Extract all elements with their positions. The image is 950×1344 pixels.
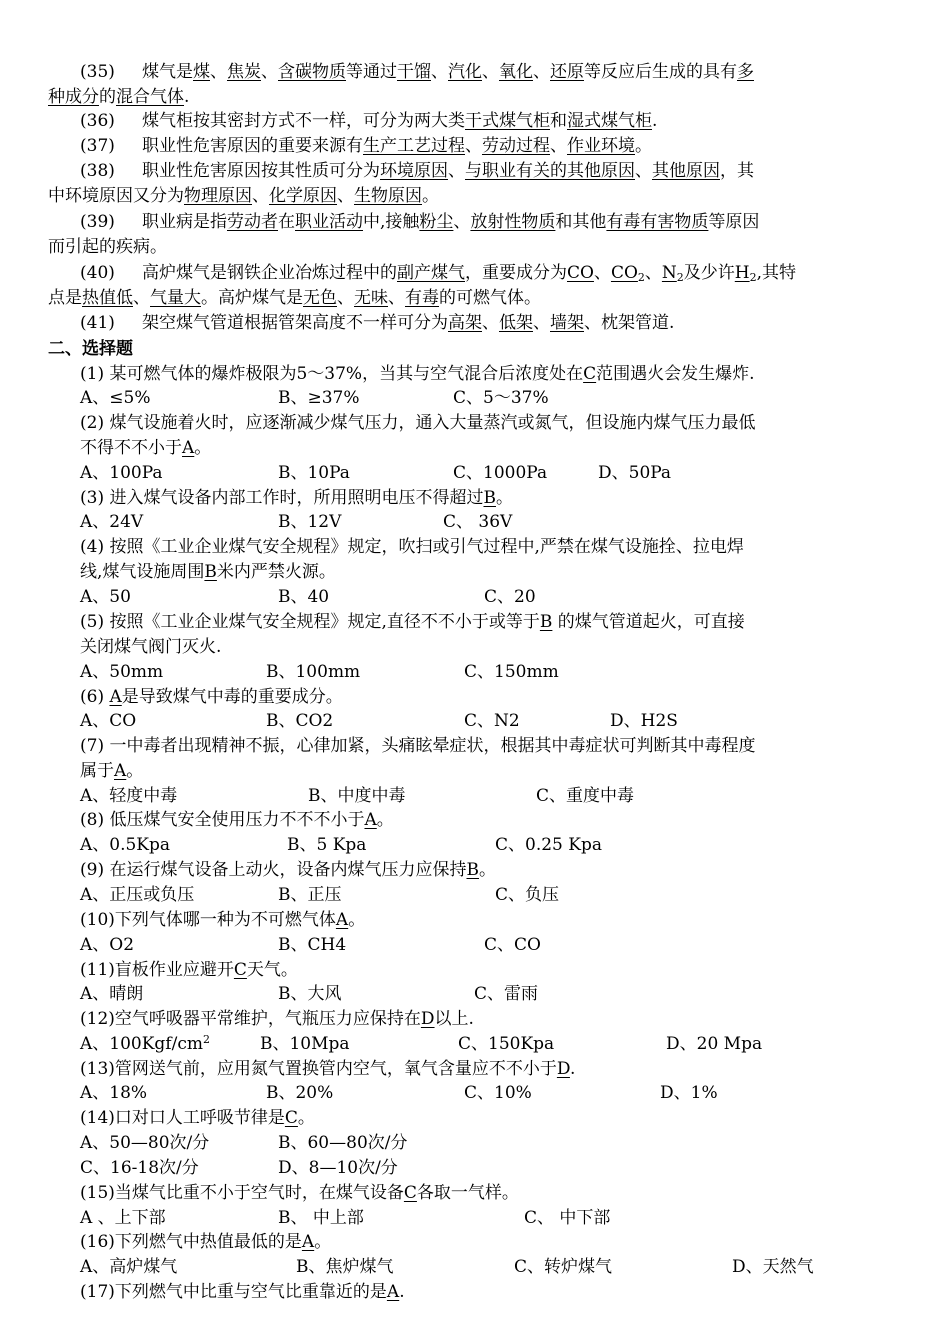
option-text: C、150mm (464, 662, 559, 682)
option-b[interactable] (266, 1081, 333, 1105)
option-c[interactable] (484, 933, 541, 957)
answer-text: 湿式煤气柜 (567, 111, 652, 131)
question-number: (41) (80, 313, 115, 333)
fill-question-36 (80, 109, 657, 133)
answer-text: H (734, 263, 750, 283)
answer-text: 汽化 (448, 62, 482, 82)
text-segment: (4) 按照《工业企业煤气安全规程》规定，吹扫或引气过程中,严禁在煤气设施拴、拉电焊 (80, 537, 744, 557)
text-segment: 。 (314, 1232, 332, 1252)
section-title: 二、选择题 (48, 339, 133, 359)
text-segment: (7) 一中毒者出现精神不振，心律加紧，头痛眩晕症状，根据其中毒症状可判断其中毒程度 (80, 736, 756, 756)
text-segment: 、 (337, 186, 354, 206)
answer-text: A (301, 1232, 315, 1252)
option-text: B、40 (278, 587, 330, 607)
text-segment: 、 (482, 313, 499, 333)
option-text: B、60—80次/分 (278, 1133, 408, 1153)
answer-text: 高架 (448, 313, 482, 333)
option-text: B、20% (266, 1083, 334, 1103)
question-number: (36) (80, 111, 115, 131)
answer-text: B (204, 562, 217, 582)
answer-text: 低架 (499, 313, 533, 333)
mc-question-3 (80, 486, 513, 510)
option-text: A、CO (80, 711, 137, 731)
text-segment: 天气。 (246, 960, 298, 980)
option-b[interactable] (287, 833, 366, 857)
option-a[interactable] (80, 982, 143, 1006)
answer-text: 氧化 (499, 62, 533, 82)
option-text: A、正压或负压 (80, 885, 195, 905)
text-segment: (6) (80, 687, 110, 707)
answer-text: 煤 (193, 62, 210, 82)
option-a[interactable] (80, 1131, 209, 1155)
option-text: B、焦炉煤气 (296, 1257, 394, 1277)
mc-question-1 (80, 362, 755, 386)
text-segment: 范围遇火会发生爆炸. (596, 364, 755, 384)
answer-text: 物理原因 (184, 186, 252, 206)
text-segment: 、 (133, 288, 150, 308)
unit-superscript: 2 (202, 1033, 210, 1046)
text-segment: ，重要成分为 (465, 263, 567, 283)
option-c[interactable] (453, 386, 549, 410)
text-segment: 2 (749, 271, 757, 284)
text-segment: 。高炉煤气是 (201, 288, 303, 308)
text-segment: ,其特 (756, 263, 797, 283)
option-c[interactable] (464, 709, 520, 733)
option-text: A、50—80次/分 (80, 1133, 210, 1153)
text-segment: 等原因 (708, 212, 760, 232)
answer-text: 职业活动 (295, 212, 363, 232)
option-b[interactable] (266, 709, 333, 733)
text-segment: 及少许 (683, 263, 735, 283)
mc-question-11 (80, 958, 298, 982)
answer-text: CO (610, 263, 638, 283)
mc-question-7 (80, 734, 755, 758)
fill-question-39 (80, 210, 759, 234)
text-segment: 、 (453, 212, 471, 232)
text-segment: 不得不不小于 (80, 438, 182, 458)
option-c[interactable] (458, 1032, 554, 1056)
option-text: B、100mm (266, 662, 361, 682)
text-segment: 、 (465, 136, 482, 156)
answer-text: 无味 (354, 288, 388, 308)
answer-text: 有毒 (405, 288, 439, 308)
text-segment: 。 (297, 1108, 315, 1128)
option-c[interactable] (80, 1156, 199, 1180)
answer-text: 无色 (303, 288, 337, 308)
mc-question-2 (80, 411, 755, 435)
option-a[interactable] (80, 1032, 210, 1056)
option-text: A、24V (80, 512, 144, 532)
answer-text: 副产煤气 (397, 263, 465, 283)
fill-question-37 (80, 134, 652, 158)
option-text: C、20 (484, 587, 536, 607)
option-c[interactable] (495, 833, 602, 857)
option-a[interactable] (80, 883, 194, 907)
option-d[interactable] (278, 1156, 398, 1180)
mc-question-15 (80, 1181, 519, 1205)
option-text: A、晴朗 (80, 984, 144, 1004)
option-text: C、150Kpa (458, 1034, 555, 1054)
text-segment: (13)管网送气前，应用氮气置换管内空气，氧气含量应不不小于 (80, 1059, 557, 1079)
text-segment: (3) 进入煤气设备内部工作时，所用照明电压不得超过 (80, 488, 484, 508)
mc-question-16 (80, 1230, 331, 1254)
text-segment: 各取一气样。 (416, 1183, 519, 1203)
text-segment: (11)盲板作业应避开 (80, 960, 234, 980)
option-c[interactable] (464, 660, 559, 684)
text-segment: 煤气是 (142, 62, 193, 82)
text-segment: 2 (637, 271, 645, 284)
answer-text: A (335, 910, 349, 930)
option-text: A 、上下部 (80, 1208, 166, 1228)
question-number: (39) (80, 212, 115, 232)
text-segment: 高炉煤气是钢铁企业冶炼过程中的 (142, 263, 397, 283)
mc-question-8 (80, 808, 394, 832)
answer-text: 放射性物质 (470, 212, 556, 232)
option-b[interactable] (266, 660, 360, 684)
option-text: C、 中下部 (524, 1208, 611, 1228)
option-text: C、16-18次/分 (80, 1158, 199, 1178)
option-b[interactable] (278, 585, 329, 609)
text-segment: 、 (210, 62, 227, 82)
mc-question-17 (80, 1280, 405, 1304)
option-text: A、轻度中毒 (80, 786, 178, 806)
mc-question-9 (80, 858, 496, 882)
text-segment: 而引起的疾病。 (48, 237, 167, 257)
option-a[interactable] (80, 660, 163, 684)
question-number: (35) (80, 62, 115, 82)
mc-question-2-cont (80, 436, 211, 460)
option-d[interactable] (660, 1081, 718, 1105)
answer-text: 化学原因 (269, 186, 337, 206)
mc-question-12 (80, 1007, 474, 1031)
option-text: C、1000Pa (453, 463, 548, 483)
option-text: C、10% (464, 1083, 532, 1103)
text-segment: . (184, 87, 190, 107)
option-text: B、10Mpa (260, 1034, 350, 1054)
question-number: (40) (80, 263, 115, 283)
option-text: C、5～37% (453, 388, 549, 408)
text-segment: (14)口对口人工呼吸节律是 (80, 1108, 285, 1128)
option-text: C、负压 (495, 885, 560, 905)
option-b[interactable] (278, 386, 360, 410)
option-c[interactable] (453, 461, 547, 485)
answer-text: B (539, 612, 553, 632)
mc-question-6 (80, 685, 343, 709)
option-text: B、CO2 (266, 711, 334, 731)
option-text: A、18% (80, 1083, 148, 1103)
option-text: D、50Pa (598, 463, 672, 483)
text-segment: 、 (635, 161, 652, 181)
option-c[interactable] (443, 510, 512, 534)
option-text: B、5 Kpa (287, 835, 367, 855)
option-b[interactable] (296, 1255, 394, 1279)
option-text: A、高炉煤气 (80, 1257, 178, 1277)
text-segment: 、 (431, 62, 448, 82)
option-text: B、≥37% (278, 388, 360, 408)
text-segment: 职业性危害原因按其性质可分为 (142, 161, 380, 181)
text-segment: 、 (593, 263, 611, 283)
mc-question-5 (80, 610, 745, 634)
text-segment: 属于 (80, 761, 114, 781)
option-b[interactable] (308, 784, 406, 808)
text-segment: . (399, 1282, 405, 1302)
text-segment: 中环境原因又分为 (48, 186, 184, 206)
text-segment: 线,煤气设施周围 (80, 562, 205, 582)
text-segment: 2 (676, 271, 684, 284)
text-segment: (8) 低压煤气安全使用压力不不不小于 (80, 810, 365, 830)
text-segment: (9) 在运行煤气设备上动火，设备内煤气压力应保持 (80, 860, 467, 880)
text-segment: 米内严禁火源。 (216, 562, 336, 582)
fill-question-38 (80, 159, 754, 183)
text-segment: 以上. (434, 1009, 474, 1029)
text-segment: 点是 (48, 288, 82, 308)
fill-question-40 (80, 261, 796, 285)
option-text: A、100Kgf/cm (80, 1034, 203, 1054)
answer-text: 干馏 (397, 62, 431, 82)
answer-text: 含碳物质 (278, 62, 346, 82)
option-b[interactable] (278, 883, 342, 907)
text-segment: (5) 按照《工业企业煤气安全规程》规定,直径不不小于或等于 (80, 612, 540, 632)
answer-text: 粉尘 (419, 212, 454, 232)
question-number: (37) (80, 136, 115, 156)
text-segment: (17)下列燃气中比重与空气比重靠近的是 (80, 1282, 387, 1302)
fill-question-35-cont (48, 85, 189, 109)
text-segment: . (652, 111, 658, 131)
text-segment: 。 (348, 910, 366, 930)
text-segment: 煤气柜按其密封方式不一样，可分为两大类 (142, 111, 465, 131)
option-c[interactable] (495, 883, 559, 907)
option-text: B、中度中毒 (308, 786, 406, 806)
option-text: D、天然气 (732, 1257, 814, 1277)
option-text: C、 36V (443, 512, 513, 532)
option-text: A、50 (80, 587, 131, 607)
text-segment: 。 (126, 761, 144, 781)
text-segment: 、 (388, 288, 405, 308)
option-text: C、N2 (464, 711, 520, 731)
option-text: B、CH4 (278, 935, 347, 955)
text-segment: (1) 某可燃气体的爆炸极限为5～37%，当其与空气混合后浓度处在 (80, 364, 584, 384)
text-segment: 。 (478, 860, 496, 880)
option-text: C、重度中毒 (536, 786, 635, 806)
mc-question-7-cont (80, 759, 143, 783)
answer-text: A (364, 810, 377, 830)
text-segment: ，其 (720, 161, 754, 181)
mc-question-10 (80, 908, 365, 932)
option-b[interactable] (278, 933, 346, 957)
answer-text: 热值低 (82, 288, 133, 308)
answer-text: 墙架 (550, 313, 584, 333)
text-segment: 的 (99, 87, 116, 107)
answer-text: B (483, 488, 496, 508)
option-a[interactable] (80, 1206, 166, 1230)
mc-question-13 (80, 1057, 575, 1081)
answer-text: C (583, 364, 597, 384)
option-d[interactable] (732, 1255, 814, 1279)
question-number: (38) (80, 161, 115, 181)
option-text: D、1% (660, 1083, 718, 1103)
option-b[interactable] (278, 510, 341, 534)
option-text: A、100Pa (80, 463, 163, 483)
answer-text: 还原 (550, 62, 584, 82)
answer-text: N (661, 263, 677, 283)
option-a[interactable] (80, 784, 177, 808)
answer-text: 劳动过程 (482, 136, 550, 156)
text-segment: 和 (550, 111, 567, 131)
answer-text: A (109, 687, 122, 707)
text-segment: (12)空气呼吸器平常维护，气瓶压力应保持在 (80, 1009, 421, 1029)
answer-text: 生产工艺过程 (363, 136, 465, 156)
text-segment: 、 (550, 136, 567, 156)
text-segment: 、枕架管道. (584, 313, 675, 333)
answer-text: A (114, 761, 127, 781)
text-segment: 、 (448, 161, 465, 181)
option-b[interactable] (278, 982, 342, 1006)
option-text: B、大风 (278, 984, 342, 1004)
mc-question-5-cont (80, 635, 221, 659)
text-segment: 、 (261, 62, 278, 82)
mc-question-14 (80, 1106, 315, 1130)
text-segment: (16)下列燃气中热值最低的是 (80, 1232, 302, 1252)
answer-text: 气量大 (150, 288, 201, 308)
text-segment: (10)下列气体哪一种为不可燃气体 (80, 910, 336, 930)
option-a[interactable] (80, 585, 131, 609)
option-b[interactable] (260, 1032, 350, 1056)
option-text: A、50mm (80, 662, 164, 682)
text-segment: 。 (422, 186, 439, 206)
text-segment: 、 (482, 62, 499, 82)
fill-question-35 (80, 60, 754, 84)
option-c[interactable] (474, 982, 538, 1006)
option-text: C、雷雨 (474, 984, 539, 1004)
option-a[interactable] (80, 386, 151, 410)
answer-text: 作业环境 (567, 136, 635, 156)
mc-question-4-cont (80, 560, 336, 584)
text-segment: . (569, 1059, 576, 1079)
text-segment: 职业病是指 (142, 212, 227, 232)
option-text: C、转炉煤气 (514, 1257, 613, 1277)
answer-text: C (284, 1108, 298, 1128)
option-text: B、 中上部 (278, 1208, 364, 1228)
answer-text: 种成分 (48, 87, 99, 107)
option-text: D、8—10次/分 (278, 1158, 398, 1178)
text-segment: 、 (533, 62, 550, 82)
text-segment: 是导致煤气中毒的重要成分。 (121, 687, 343, 707)
fill-question-38-cont (48, 184, 439, 208)
text-segment: 架空煤气管道根据管架高度不一样可分为 (142, 313, 448, 333)
option-text: A、O2 (80, 935, 135, 955)
option-a[interactable] (80, 461, 163, 485)
option-c[interactable] (536, 784, 634, 808)
text-segment: 的可燃气体。 (439, 288, 541, 308)
option-c[interactable] (524, 1206, 610, 1230)
option-text: B、12V (278, 512, 342, 532)
option-text: B、10Pa (278, 463, 350, 483)
answer-text: A (386, 1282, 400, 1302)
answer-text: 焦炭 (227, 62, 261, 82)
answer-text: A (182, 438, 195, 458)
option-d[interactable] (598, 461, 671, 485)
text-segment: 。 (376, 810, 394, 830)
answer-text: C (403, 1183, 417, 1203)
answer-text: 劳动者 (227, 212, 278, 232)
text-segment: 和其他 (555, 212, 607, 232)
answer-text: 有毒有害物质 (606, 212, 709, 232)
option-b[interactable] (278, 1131, 407, 1155)
text-segment: 在 (278, 212, 295, 232)
text-segment: (2) 煤气设施着火时，应逐渐减少煤气压力，通入大量蒸汽或氮气，但设施内煤气压力最低 (80, 413, 756, 433)
option-d[interactable] (666, 1032, 762, 1056)
option-a[interactable] (80, 1255, 177, 1279)
option-text: C、CO (484, 935, 541, 955)
text-segment: 、 (644, 263, 662, 283)
answer-text: D (420, 1009, 435, 1029)
option-text: B、正压 (278, 885, 342, 905)
option-c[interactable] (464, 1081, 532, 1105)
option-a[interactable] (80, 833, 170, 857)
option-text: A、≤5% (80, 388, 151, 408)
option-c[interactable] (484, 585, 536, 609)
answer-text: 环境原因 (380, 161, 448, 181)
text-segment: 等反应后生成的具有 (584, 62, 737, 82)
fill-question-39-cont (48, 235, 167, 259)
option-a[interactable] (80, 709, 136, 733)
answer-text: 多 (737, 62, 754, 82)
text-segment: 、 (337, 288, 354, 308)
option-d[interactable] (610, 709, 678, 733)
fill-question-41 (80, 311, 674, 335)
answer-text: 干式煤气柜 (465, 111, 550, 131)
text-segment: (15)当煤气比重不小于空气时，在煤气设备 (80, 1183, 404, 1203)
option-c[interactable] (514, 1255, 612, 1279)
text-segment: 、 (252, 186, 269, 206)
answer-text: 混合气体 (116, 87, 184, 107)
option-a[interactable] (80, 510, 143, 534)
answer-text: 生物原因 (354, 186, 422, 206)
answer-text: C (233, 960, 247, 980)
option-text: C、0.25 Kpa (495, 835, 602, 855)
option-a[interactable] (80, 1081, 147, 1105)
text-segment: 。 (635, 136, 652, 156)
answer-text: 其他原因 (652, 161, 720, 181)
answer-text: 与职业有关的其他原因 (465, 161, 635, 181)
mc-question-4 (80, 535, 744, 559)
answer-text: B (466, 860, 479, 880)
option-b[interactable] (278, 461, 350, 485)
answer-text: D (556, 1059, 570, 1079)
fill-question-40-cont (48, 286, 541, 310)
answer-text: CO (567, 263, 594, 283)
text-segment: 。 (495, 488, 513, 508)
text-segment: 关闭煤气阀门灭火. (80, 637, 222, 657)
option-a[interactable] (80, 933, 134, 957)
option-b[interactable] (278, 1206, 364, 1230)
option-text: D、H2S (610, 711, 678, 731)
text-segment: 。 (194, 438, 212, 458)
option-text: D、20 Mpa (666, 1034, 763, 1054)
option-text: A、0.5Kpa (80, 835, 171, 855)
text-segment: 的煤气管道起火，可直接 (552, 612, 745, 632)
text-segment: 职业性危害原因的重要来源有 (142, 136, 363, 156)
text-segment: 等通过 (346, 62, 397, 82)
text-segment: 、 (533, 313, 550, 333)
text-segment: 中,接触 (363, 212, 420, 232)
